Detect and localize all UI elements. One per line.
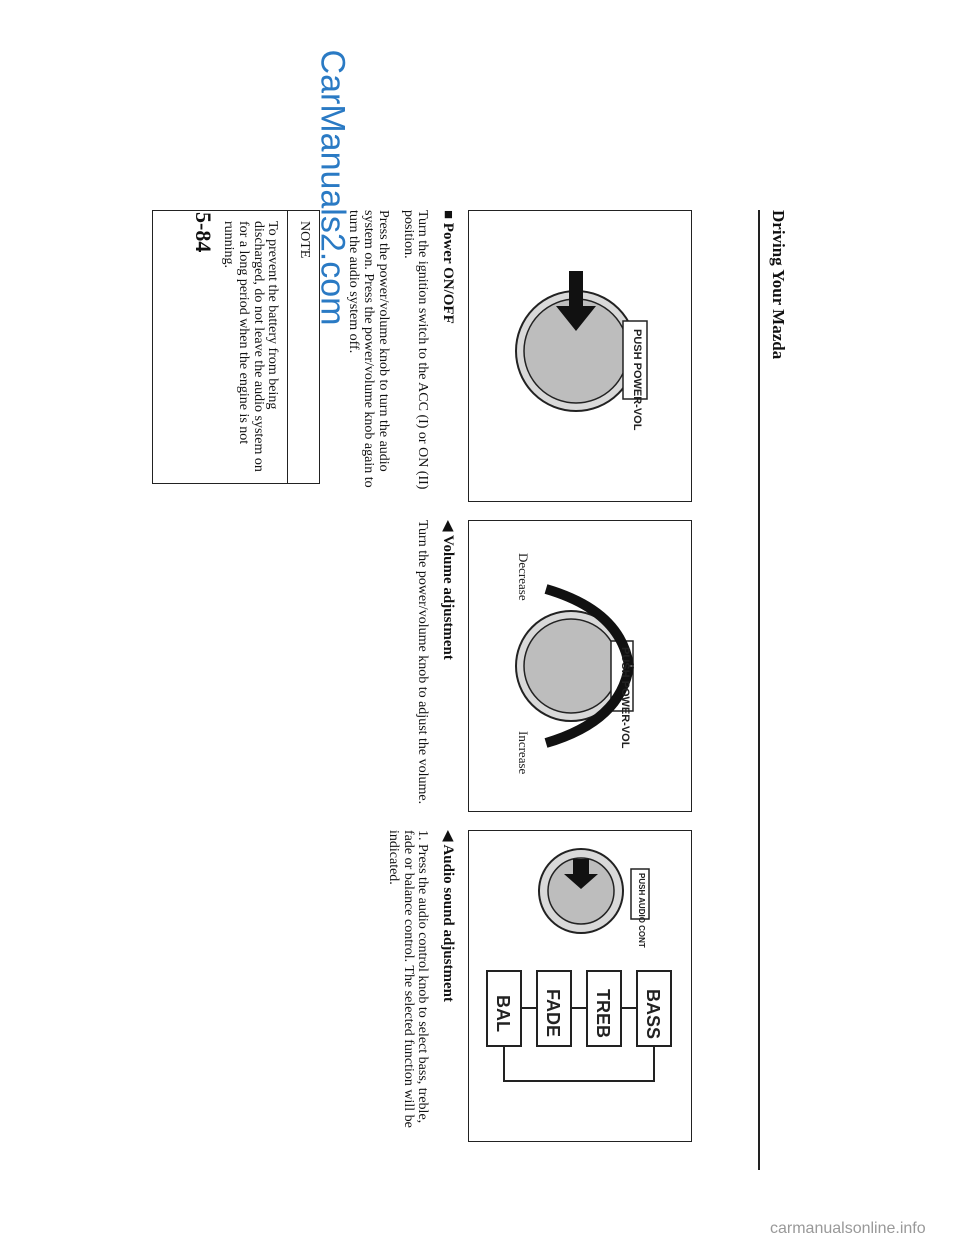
header-rule	[758, 210, 760, 1170]
audio-section	[375, 830, 455, 1140]
increase-label: Increase	[516, 731, 531, 775]
audio-control-illustration	[469, 831, 691, 1141]
figure-audio-sound	[468, 830, 692, 1142]
power-paragraph-2: Press the power/volume knob to turn the audio system on. Press the power/volume knob again to turn the audio system off.	[346, 210, 391, 488]
volume-knob-illustration	[469, 521, 691, 811]
volume-title: ◀ Volume adjustment	[440, 520, 456, 660]
page-number: 5-84	[191, 212, 216, 253]
figure-volume	[468, 520, 692, 812]
watermark-top: CarManuals2.com	[313, 49, 352, 326]
mode-bal: BAL	[493, 995, 513, 1032]
note-text: To prevent the battery from being discharged, do not leave the audio system on for a long period when the engine is not running.	[221, 221, 281, 472]
mode-fade: FADE	[543, 989, 563, 1038]
fig1-label: PUSH POWER-VOL	[631, 329, 643, 431]
fig2-label: PUSH POWER-VOL	[619, 647, 631, 749]
power-section	[336, 210, 455, 500]
mode-bass: BASS	[643, 989, 663, 1040]
note-title: NOTE	[287, 211, 319, 483]
power-paragraph-1: Turn the ignition switch to the ACC (I) or ON (II) position.	[400, 210, 431, 490]
watermark-bottom: carmanualsonline.info	[770, 1220, 926, 1237]
decrease-label: Decrease	[516, 553, 531, 601]
mode-treb: TREB	[593, 989, 613, 1038]
audio-paragraph: 1. Press the audio control knob to select bass, treble, fade or balance control. The selected function will be indicated.	[385, 830, 431, 1128]
figure-power	[468, 210, 692, 502]
volume-section	[405, 520, 455, 810]
fig3-label: PUSH AUDIO CONT	[637, 873, 646, 948]
page-header: Driving Your Mazda	[769, 210, 788, 360]
volume-paragraph: Turn the power/volume knob to adjust the volume.	[415, 520, 431, 805]
note-box	[152, 210, 320, 484]
power-knob-illustration	[469, 211, 691, 501]
audio-title: ◀ Audio sound adjustment	[440, 830, 456, 1003]
power-title: ■ Power ON/OFF	[440, 210, 456, 324]
